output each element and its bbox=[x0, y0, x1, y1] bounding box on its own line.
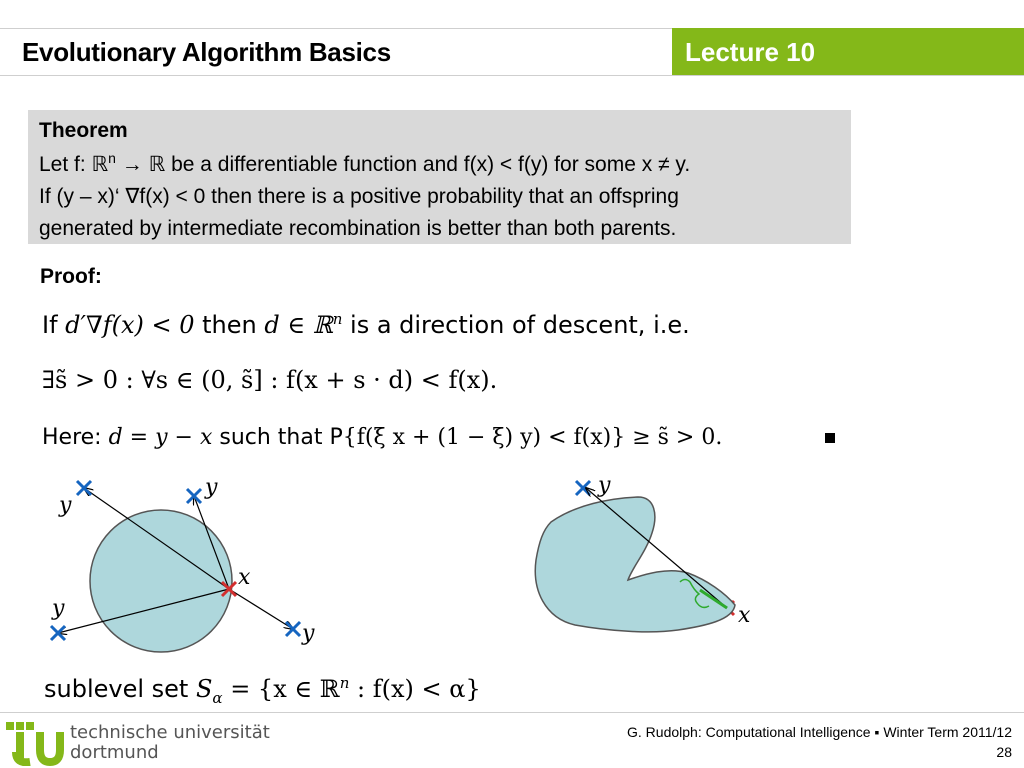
theorem-line-2: If (y – x)‘ ∇f(x) < 0 then there is a positive probability that an offspring bbox=[39, 185, 679, 208]
lecture-badge: Lecture 10 bbox=[672, 28, 1024, 75]
university-name: technische universität dortmund bbox=[70, 722, 270, 763]
qed-mark bbox=[825, 433, 835, 443]
page-number: 28 bbox=[996, 744, 1012, 760]
footer-credit: G. Rudolph: Computational Intelligence ▪ Winter Term 2011/12 28 bbox=[627, 724, 1012, 760]
label-y: y bbox=[52, 596, 65, 621]
theorem-box bbox=[28, 110, 851, 244]
slide-title: Evolutionary Algorithm Basics bbox=[22, 37, 391, 67]
proof-line-3: Here: d = y − x such that P{f(ξ x + (1 − ξ) y) < f(x)} ≥ s̃ > 0. bbox=[42, 425, 723, 450]
proof-line-1: If d′∇f(x) < 0 then d ∈ ℝ$^n$ is a direction of descent, i.e. bbox=[42, 310, 690, 339]
theorem-line-3: generated by intermediate recombination is better than both parents. bbox=[39, 217, 677, 240]
label-x: x bbox=[238, 565, 251, 590]
label-y: y bbox=[59, 493, 72, 518]
nonconvex-set bbox=[535, 497, 735, 632]
proof-label: Proof: bbox=[40, 265, 102, 288]
label-x: x bbox=[738, 603, 751, 628]
theorem-heading: Theorem bbox=[39, 119, 128, 142]
label-y: y bbox=[302, 621, 315, 646]
convex-set bbox=[90, 510, 232, 652]
label-y: y bbox=[598, 473, 611, 498]
sublevel-definition: sublevel set $S_\alpha = \{x$ ∈ ℝ$^n$ : f(x) < α} bbox=[44, 674, 481, 707]
tu-logo bbox=[6, 718, 66, 766]
label-y: y bbox=[205, 475, 218, 500]
sublevel-diagram bbox=[0, 465, 1024, 675]
theorem-line-1: Let f: ℝ$^n$ → ℝ be a differentiable function and f(x) < f(y) for some x ≠ y. bbox=[39, 150, 691, 176]
proof-line-2: ∃s̃ > 0 : ∀s ∈ (0, s̃] : f(x + s · d) < f(x). bbox=[42, 366, 498, 394]
footer-rule bbox=[0, 712, 1024, 713]
